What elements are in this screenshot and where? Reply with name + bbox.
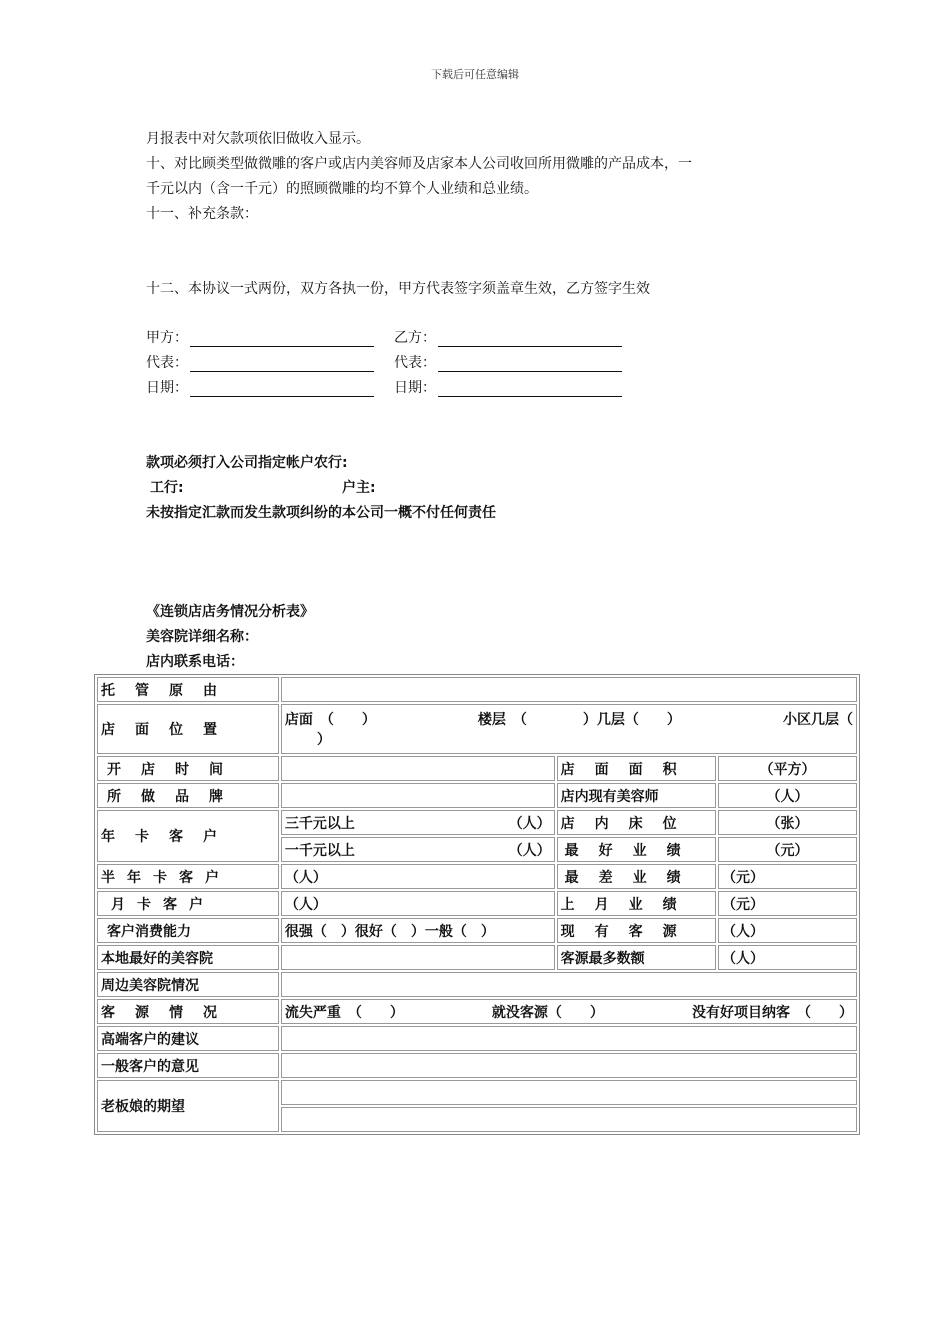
- sign-rep-b-label: 代表：: [394, 355, 436, 371]
- cell-label: 本地最好的美容院: [97, 945, 279, 970]
- cell-input[interactable]: [281, 1080, 857, 1105]
- cell-label: 店内床位: [557, 810, 716, 835]
- form-name-label: 美容院详细名称：: [146, 629, 258, 645]
- cell-input[interactable]: （人）: [281, 864, 555, 889]
- cell-label: 开店时间: [97, 756, 279, 781]
- sign-party-b-label: 乙方：: [394, 330, 436, 346]
- cell-options[interactable]: 流失严重 （ ） 就没客源（ ） 没有好项目纳客 （ ）: [281, 999, 857, 1024]
- cell-label: 一般客户的意见: [97, 1053, 279, 1078]
- cell-label: 上月业绩: [557, 891, 716, 916]
- cell-input[interactable]: 三千元以上 （人）: [281, 810, 555, 835]
- cell-label: 客源最多数额: [557, 945, 716, 970]
- cell-unit[interactable]: （元）: [718, 837, 857, 862]
- table-row: [97, 999, 857, 1024]
- sign-date-a: [146, 377, 374, 397]
- sign-rep-b-line: [438, 357, 622, 372]
- table-row: [97, 1026, 857, 1051]
- sign-date-a-line: [190, 382, 374, 397]
- cell-label: 店内现有美容师: [557, 783, 716, 808]
- sign-rep-a-label: 代表：: [146, 355, 188, 371]
- table-row: [97, 677, 857, 702]
- table-row: [97, 1053, 857, 1078]
- table-row: [97, 864, 857, 889]
- cell-label: 店面位置: [97, 704, 279, 754]
- sign-party-b-line: [438, 332, 622, 347]
- table-row: [97, 756, 857, 781]
- cell-label: 店面面积: [557, 756, 716, 781]
- table-row: [97, 783, 857, 808]
- sign-date-b: [394, 377, 622, 397]
- cell-input[interactable]: 一千元以上 （人）: [281, 837, 555, 862]
- paragraph-3: 十一、补充条款：: [146, 206, 258, 222]
- table-row: [97, 891, 857, 916]
- cell-input[interactable]: [281, 945, 555, 970]
- cell-unit[interactable]: （元）: [718, 864, 857, 889]
- store-analysis-table: [94, 674, 860, 1135]
- cell-input[interactable]: [281, 1107, 857, 1132]
- cell-unit[interactable]: （张）: [718, 810, 857, 835]
- cell-label: 老板娘的期望: [97, 1080, 279, 1132]
- table-row: [97, 972, 857, 997]
- payment-line-1: 款项必须打入公司指定帐户农行:: [146, 455, 348, 471]
- paragraph-2b: 千元以内（含一千元）的照顾微雕的均不算个人业绩和总业绩。: [146, 181, 538, 197]
- cell-input[interactable]: [281, 677, 857, 702]
- paragraph-4: 十二、本协议一式两份，双方各执一份，甲方代表签字须盖章生效，乙方签字生效: [146, 281, 650, 297]
- table-row: [97, 704, 857, 754]
- cell-label: 年卡客户: [97, 810, 279, 862]
- cell-label: 现有客源: [557, 918, 716, 943]
- cell-label: 托管原由: [97, 677, 279, 702]
- cell-unit[interactable]: （人）: [718, 918, 857, 943]
- cell-label: 最好业绩: [557, 837, 716, 862]
- cell-label: 客户消费能力: [97, 918, 279, 943]
- payment-line-3: 未按指定汇款而发生款项纠纷的本公司一概不付任何责任: [146, 505, 496, 521]
- cell-unit[interactable]: （平方）: [718, 756, 857, 781]
- cell-unit[interactable]: （元）: [718, 891, 857, 916]
- cell-input[interactable]: [281, 1026, 857, 1051]
- cell-label: 周边美容院情况: [97, 972, 279, 997]
- cell-label: 月卡客户: [97, 891, 279, 916]
- cell-input[interactable]: （人）: [281, 891, 555, 916]
- cell-options[interactable]: 很强（ ）很好（ ）一般（ ）: [281, 918, 555, 943]
- cell-label: 半年卡客户: [97, 864, 279, 889]
- table-row: [97, 945, 857, 970]
- sign-rep-a-line: [190, 357, 374, 372]
- form-title: 《连锁店店务情况分析表》: [146, 604, 314, 620]
- form-phone-label: 店内联系电话：: [146, 654, 244, 670]
- sign-party-a-line: [190, 332, 374, 347]
- sign-date-b-line: [438, 382, 622, 397]
- paragraph-1: 月报表中对欠款项依旧做收入显示。: [146, 131, 370, 147]
- cell-label: 所做品牌: [97, 783, 279, 808]
- table-row: [97, 810, 857, 835]
- table-row: [97, 1080, 857, 1105]
- cell-unit[interactable]: （人）: [718, 783, 857, 808]
- cell-input[interactable]: [281, 972, 857, 997]
- cell-label: 高端客户的建议: [97, 1026, 279, 1051]
- payment-holder: 户主:: [342, 480, 376, 496]
- table-row: [97, 918, 857, 943]
- cell-input[interactable]: [281, 783, 555, 808]
- sign-date-a-label: 日期：: [146, 380, 188, 396]
- sign-rep-b: [394, 352, 622, 372]
- payment-bank: 工行:: [150, 480, 184, 496]
- sign-date-b-label: 日期：: [394, 380, 436, 396]
- sign-party-b: [394, 327, 622, 347]
- cell-label: 最差业绩: [557, 864, 716, 889]
- cell-location[interactable]: 店面 （ ） 楼层 （ ）几层（ ） 小区几层（ ）: [281, 704, 857, 754]
- cell-input[interactable]: [281, 1053, 857, 1078]
- sign-rep-a: [146, 352, 374, 372]
- page-header: 下载后可任意编辑: [431, 68, 519, 81]
- sign-party-a-label: 甲方：: [146, 330, 188, 346]
- cell-input[interactable]: [281, 756, 555, 781]
- cell-unit[interactable]: （人）: [718, 945, 857, 970]
- sign-party-a: [146, 327, 374, 347]
- paragraph-2a: 十、对比顾类型做微雕的客户或店内美容师及店家本人公司收回所用微雕的产品成本，一: [146, 156, 692, 172]
- cell-label: 客源情况: [97, 999, 279, 1024]
